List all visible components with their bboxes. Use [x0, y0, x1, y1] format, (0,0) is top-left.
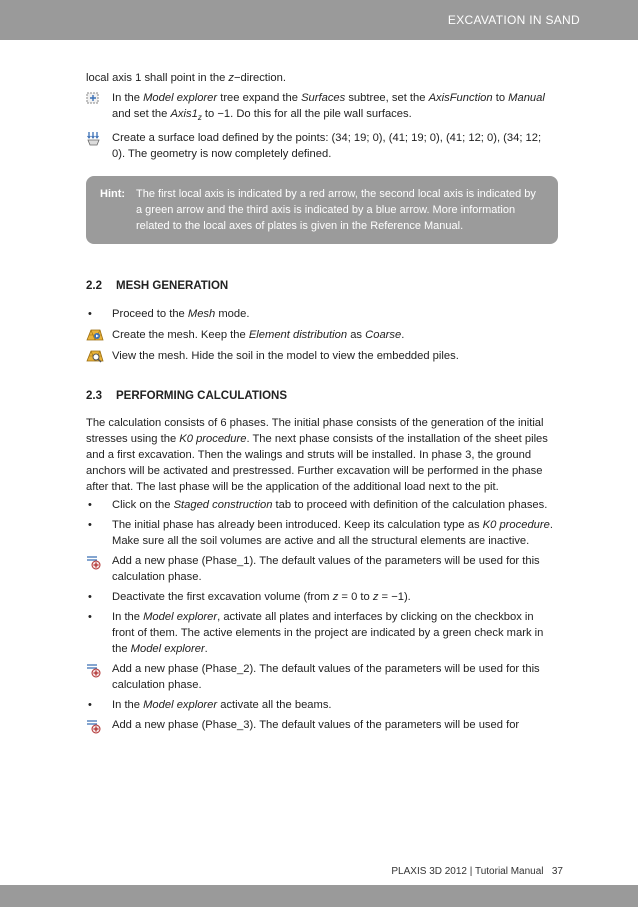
bullet: •	[88, 591, 92, 604]
bullet: •	[88, 699, 92, 712]
page-content	[86, 70, 556, 733]
calculations-intro: The calculation consists of 6 phases. The initial phase consists of the generation of the initial stresses using the K0 procedure. The next phase consists of the installation of the sheet piles and a first excavation. Then the walings and struts will be installed. In phase 3, the ground anchors will be activated and prestressed. Further excavation will be performed in the phase after that. The last phase will be the application of the additional load next to the pit.	[86, 417, 548, 494]
list-item: • The initial phase has already been introduced. Keep its calculation type as K0 procedure. Make sure all the soil volumes are active and all the structural elements are inactive.	[88, 519, 553, 548]
list-item: • Deactivate the first excavation volume (from z = 0 to z = −1).	[88, 591, 411, 604]
footer-text: PLAXIS 3D 2012 | Tutorial Manual	[391, 866, 544, 877]
mesh-icon	[86, 328, 104, 342]
step-axis-function: In the Model explorer tree expand the Surfaces subtree, set the AxisFunction to Manual and set the $Axis1_z$ to −1. Do this for all the pile wall surfaces.	[86, 90, 556, 126]
add-phase-icon	[86, 662, 104, 676]
add-phase-icon	[86, 554, 104, 568]
bullet: •	[88, 308, 92, 321]
list-item: • Proceed to the Mesh mode.	[88, 308, 250, 321]
intro-line: local axis 1 shall point in the z−direction.	[86, 72, 286, 84]
footer	[391, 866, 563, 877]
footer-band	[0, 885, 638, 907]
select-icon	[86, 91, 104, 105]
step-surface-load: Create a surface load defined by the points: (34; 19; 0), (41; 19; 0), (41; 12; 0), (34; 12; 0). The geometry is now completely defined.	[86, 130, 556, 162]
list-item: • In the Model explorer activate all the beams.	[88, 699, 332, 712]
surface-load-icon	[86, 131, 104, 145]
hint-label: Hint:	[100, 188, 126, 201]
list-item: Create the mesh. Keep the Element distribution as Coarse.	[86, 327, 556, 343]
hint-box	[86, 176, 558, 244]
list-item: Add a new phase (Phase_3). The default values of the parameters will be used for	[86, 717, 556, 733]
bullet: •	[88, 611, 92, 624]
list-item: • Click on the Staged construction tab to proceed with definition of the calculation phases.	[88, 499, 548, 512]
page-number: 37	[551, 866, 563, 877]
chapter-title: EXCAVATION IN SAND	[447, 13, 580, 27]
bullet: •	[88, 519, 92, 532]
add-phase-icon	[86, 718, 104, 732]
list-item: View the mesh. Hide the soil in the model to view the embedded piles.	[86, 348, 556, 364]
section-heading-mesh: 2.2 MESH GENERATION	[86, 280, 229, 293]
hint-text: The first local axis is indicated by a red arrow, the second local axis is indicated by a green arrow and the third axis is indicated by a blue arrow. More information related to the local axes of plates is given in the Reference Manual.	[136, 188, 536, 233]
bullet: •	[88, 499, 92, 512]
list-item: • In the Model explorer, activate all plates and interfaces by clicking on the checkbox in front of them. The active elements in the project are indicated by a green check mark in the Model explorer.	[88, 611, 544, 656]
section-heading-calculations: 2.3 PERFORMING CALCULATIONS	[86, 390, 288, 403]
view-mesh-icon	[86, 349, 104, 363]
list-item: Add a new phase (Phase_1). The default values of the parameters will be used for this calculation phase.	[86, 553, 556, 585]
list-item: Add a new phase (Phase_2). The default values of the parameters will be used for this calculation phase.	[86, 661, 556, 693]
